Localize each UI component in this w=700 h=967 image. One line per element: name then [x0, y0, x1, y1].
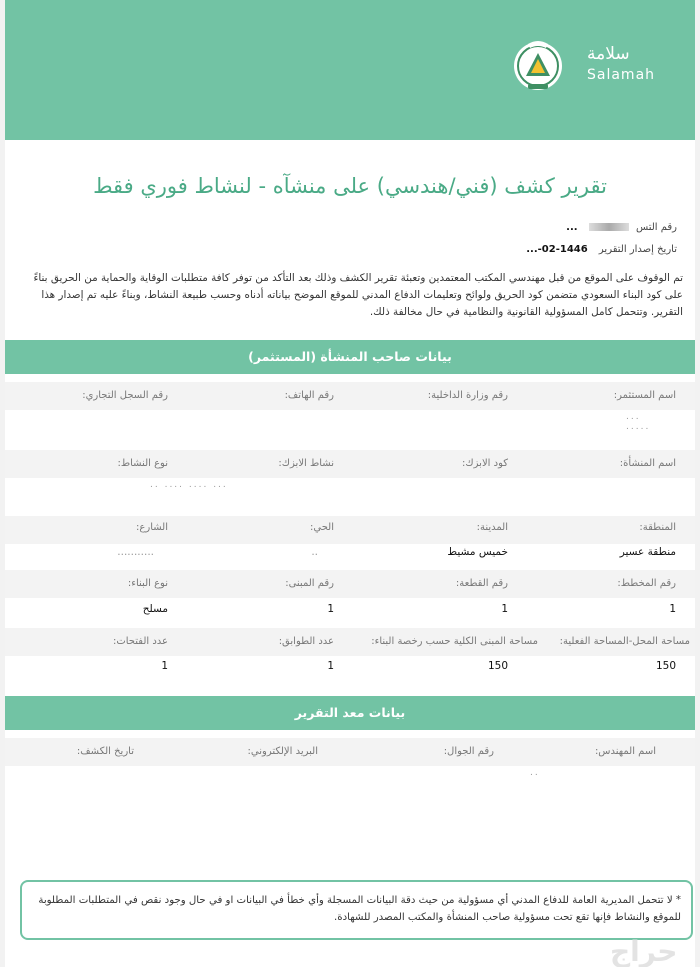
moi-number-label: رقم وزارة الداخلية: — [427, 390, 508, 401]
city-label: المدينة: — [476, 522, 508, 533]
watermark-text: حراج — [610, 935, 678, 967]
street-label: الشارع: — [136, 522, 168, 533]
activity-type-label: نوع النشاط: — [117, 458, 168, 469]
shop-area-value: 150 — [655, 660, 676, 672]
preparer-section-heading: بيانات معد التقرير — [5, 696, 695, 730]
redacted-establishment-data: .. .... .... ... — [150, 480, 228, 490]
building-total-area-label: مساحة المبنى الكلية حسب رخصة البناء: — [371, 636, 538, 647]
region-label: المنطقة: — [639, 522, 676, 533]
phone-label: رقم الهاتف: — [284, 390, 334, 401]
plot-number-label: رقم القطعة: — [455, 578, 508, 589]
header-bar — [5, 0, 695, 140]
plan-number-value: 1 — [669, 603, 676, 615]
disclaimer-notice — [20, 880, 693, 940]
isic-code-label: كود الابزك: — [462, 458, 508, 469]
owner-section-heading: بيانات صاحب المنشأة (المستثمر) — [5, 340, 695, 374]
serial-row — [566, 222, 677, 233]
issue-date-value: 1446-02-... — [526, 244, 588, 255]
commercial-register-label: رقم السجل التجاري: — [82, 390, 168, 401]
engineer-name-label: اسم المهندس: — [594, 746, 656, 757]
issue-date-row — [526, 244, 677, 255]
plot-number-value: 1 — [501, 603, 508, 615]
serial-label: رقم التس — [635, 222, 677, 233]
owner-row3-shade — [5, 516, 695, 544]
building-number-label: رقم المبنى: — [285, 578, 334, 589]
construction-type-value: مسلح — [142, 603, 168, 615]
mobile-number-label: رقم الجوال: — [443, 746, 494, 757]
building-total-area-value: 150 — [487, 660, 508, 672]
establishment-name-label: اسم المنشأة: — [619, 458, 676, 469]
civil-defense-emblem-icon — [510, 36, 566, 96]
floors-count-label: عدد الطوابق: — [278, 636, 334, 647]
plan-number-label: رقم المخطط: — [617, 578, 676, 589]
redacted-investor-name: ... ..... — [626, 412, 651, 432]
intro-paragraph: تم الوقوف على الموقع من قبل مهندسي المكتب المعتمدين وتعبئة تقرير الكشف وذلك بعد التأكد من توفر كافة متطلبات الوقاية والحماية من الحريق بناءً على كود البناء السعودي متضمن كود الحريق ولوائح وتعليمات الدفاع المدني للموقع الموضح بياناته أدناه وحسب طبيعة النشاط، وبناءً عليه تم إصدار هذا التقرير. وتتحمل كامل المسؤولية القانونية والنظامية في حال مخالفة ذلك. — [33, 272, 683, 318]
owner-row2-shade — [5, 450, 695, 478]
building-number-value: 1 — [327, 603, 334, 615]
openings-count-value: 1 — [161, 660, 168, 672]
notice-text: لا تتحمل المديرية العامة للدفاع المدني أي مسؤولية من حيث دقة البيانات المسجلة وأي خطأ في البيانات او في حال وجود نقص في المتطلبات المطلوبة للموقع والنشاط فإنها تقع تحت مسؤولية صاحب المنشأة والمكتب المصدر للشهادة. — [38, 895, 681, 923]
inspection-date-label: تاريخ الكشف: — [76, 746, 134, 757]
investor-name-label: اسم المستثمر: — [613, 390, 676, 401]
email-label: البريد الإلكتروني: — [247, 746, 318, 757]
construction-type-label: نوع البناء: — [127, 578, 168, 589]
shop-area-label: مساحة المحل-المساحة الفعلية: — [559, 636, 690, 647]
report-title: تقرير كشف (فني/هندسي) على منشآه - لنشاط فوري فقط — [93, 174, 607, 198]
report-page — [5, 0, 695, 967]
serial-value: ... — [566, 222, 578, 233]
district-label: الحي: — [310, 522, 334, 533]
brand-name-arabic: سلامة — [587, 44, 630, 64]
floors-count-value: 1 — [327, 660, 334, 672]
owner-row4-shade — [5, 570, 695, 598]
street-value: ........... — [117, 546, 154, 558]
issue-date-label: تاريخ إصدار التقرير — [598, 244, 677, 255]
isic-activity-label: نشاط الابزك: — [278, 458, 334, 469]
city-value: خميس مشيط — [447, 546, 508, 558]
region-value: منطقة عسير — [619, 546, 676, 558]
openings-count-label: عدد الفتحات: — [112, 636, 168, 647]
notice-bullet: * — [675, 895, 681, 906]
brand-name-english: Salamah — [587, 67, 656, 83]
redacted-engineer-data: .. — [530, 768, 540, 778]
district-value: .. — [311, 546, 318, 558]
serial-redaction — [589, 223, 629, 231]
